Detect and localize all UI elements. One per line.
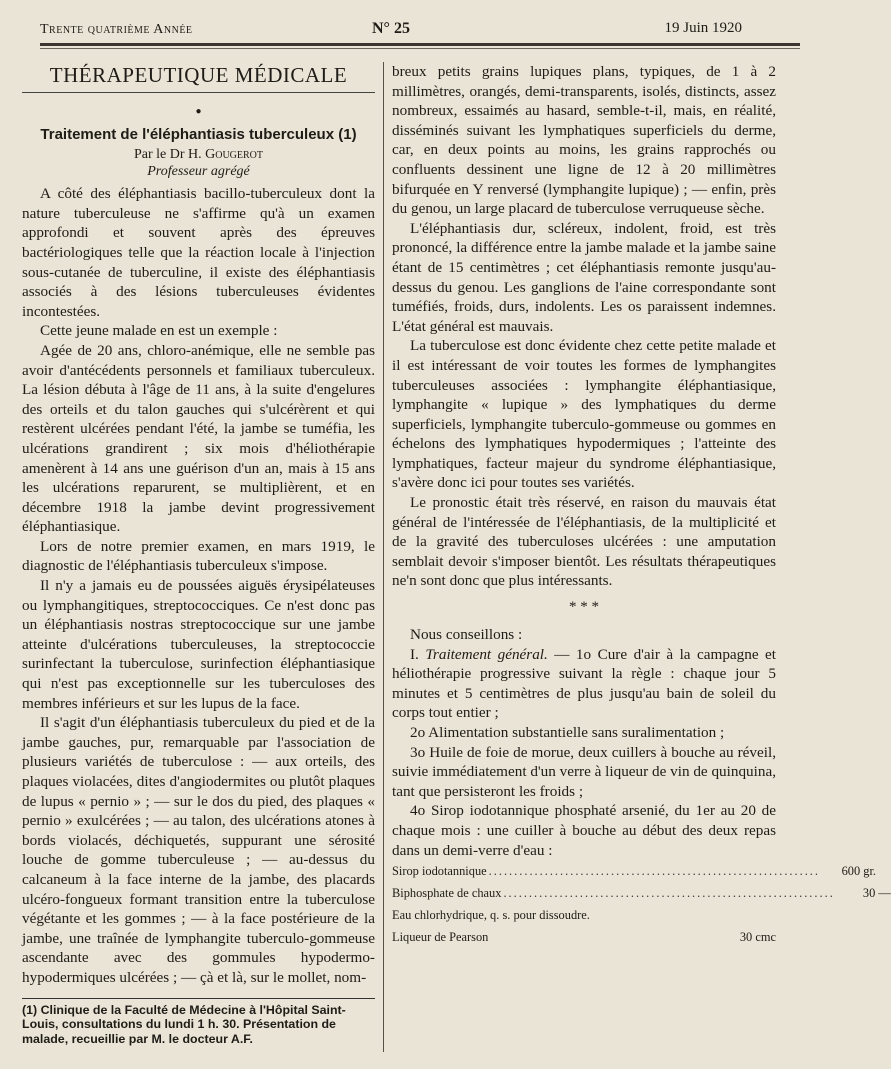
header-issue-number: N° 25 [372, 20, 410, 37]
section-rubric: THÉRAPEUTIQUE MÉDICALE [22, 66, 375, 93]
header-volume: Trente quatrième Année [40, 22, 193, 37]
treatment-text: — 1o Cure d'air à la campagne et héliothérapie progressive suivant la règle : chaque jour 5 minutes et 5 centimètres de plus jusqu'au bain de soleil du corps tout entier ; [392, 645, 777, 722]
prescription-item: Biphosphate de chaux [392, 886, 502, 901]
running-header [40, 20, 742, 42]
prescription-item: Liqueur de Pearson [392, 930, 489, 945]
prescription-item: Eau chlorhydrique, q. s. pour dissoudre. [392, 908, 590, 923]
paragraph: A côté des éléphantiasis bacillo-tuberculeux dont la nature tuberculeuse ne s'affirme qu'à un examen approfondi et souvent après des épreuves bactériologiques telle que la réaction locale à l'injection sous-cutanée de tuberculine, il existe des éléphantiasis associés à des lésions tuberculeuses évidentes incontestées. [22, 185, 375, 320]
footnote: (1) Clinique de la Faculté de Médecine à l'Hôpital Saint-Louis, consultations du lundi 1 h. 30. Présentation de malade, recueillie par M. le docteur A.F. [22, 1002, 346, 1046]
paragraph: Le pronostic était très réservé, en raison du mauvais état général de l'intéressée de l'éléphantiasis, de la multiplicité et de la gravité des tuberculoses ulcérées : une amputation semblait devoir s'imposer bientôt. Les résultats thérapeutiques ne'n sont donc que plus intéressants. [392, 494, 776, 590]
prescription-item: Sirop iodotannique [392, 864, 487, 879]
paragraph: Agée de 20 ans, chloro-anémique, elle ne semble pas avoir d'antécédents personnels et familiaux tuberculeux. La lésion débuta à l'âge de 11 ans, à la suite d'engelures des orteils et du talon gauches qui s'ulcérèrent et qui restèrent ulcérées pendant l'été, la jambe se tuméfia, les ulcérations grandirent ; six mois d'héliothérapie amenèrent à 14 ans une guérison d'un an, mais à 15 ans les ulcérations reparurent, se multiplièrent, et en décembre 1918 la jambe devint progressivement éléphantiasique. [22, 341, 375, 536]
paragraph: Cette jeune malade en est un exemple : [40, 322, 278, 340]
header-rule-thin [40, 48, 800, 49]
paragraph: La tuberculose est donc évidente chez cette petite malade et il est intéressant de voir toutes les formes de lymphangites tuberculeuses associées : lymphangite éléphantiasique, lymphangite « lupique » des lymphatiques du derme superficiels, lymphangite tuberculo-gommeuse ou gommes en échelons des lymphatiques hypodermiques ; l'atteinte des lymphatiques, facteur majeur du syndrome éléphantiasique, s'avère donc ici pour toutes ses variétés. [392, 337, 776, 492]
treatment-item-2: 2o Alimentation substantielle sans suralimentation ; [410, 724, 725, 741]
prescription-row [392, 926, 776, 948]
article-title: Traitement de l'éléphantiasis tuberculeux (1) [40, 125, 357, 143]
prescription-value: 600 gr. [841, 864, 877, 879]
ornament-dot: ● [195, 105, 202, 117]
leader-dots: ................................................................. [488, 864, 821, 879]
left-column [22, 62, 375, 1046]
prescription-list [392, 860, 891, 948]
paragraph: L'éléphantiasis dur, scléreux, indolent, froid, est très prononcé, la différence entre la jambe malade et la jambe saine étant de 15 centimètres ; cet éléphantiasis remonte jusqu'au-dessus du genou. Les ganglions de l'aine correspondante sont tuméfiés, froids, durs, indolents. Les os paraissent indemnes. L'état général est mauvais. [392, 219, 776, 335]
prescription-value: 30 — [862, 886, 891, 901]
header-date: 19 Juin 1920 [664, 20, 742, 36]
byline-prefix: Par le Dr H. [133, 147, 202, 163]
treatment-label: I. [410, 645, 426, 663]
column-divider [383, 62, 384, 1052]
paragraph: Lors de notre premier examen, en mars 1919, le diagnostic de l'éléphantiasis tuberculeux s'impose. [22, 537, 375, 575]
prescription-value: 30 cmc [739, 930, 776, 945]
author-name: Gougerot [205, 147, 264, 163]
paragraph: Il n'y a jamais eu de poussées aiguës érysipélateuses ou lymphangitiques, streptococciques. Ce n'est donc pas un éléphantiasis nostras streptococcique sur une jambe atteinte d'ulcérations tuberculeuses, la streptococcie surinfectant la tuberculose, surinfection éléphantiasique qui n'est pas exceptionnelle sur les tuberculoses des membres inférieurs et sur les lupus de la face. [22, 577, 375, 712]
prescription-row [392, 904, 776, 926]
right-column [392, 62, 891, 948]
prescription-row [392, 860, 877, 882]
header-rule [40, 43, 800, 46]
treatment-item-4: 4o Sirop iodotannique phosphaté arsenié, du 1er au 20 de chaque mois : une cuiller à bouche au début des deux repas dans un demi-verre d'eau : [392, 802, 776, 859]
prescription-row [392, 882, 891, 904]
treatment-item-3: 3o Huile de foie de morue, deux cuillers à bouche au réveil, suivie immédiatement d'un verre à liqueur de vin de quinquina, tant que persisteront les froids ; [392, 743, 777, 800]
section-separator: * * * [569, 599, 599, 616]
footnote-block [22, 998, 375, 1047]
paragraph: Il s'agit d'un éléphantiasis tuberculeux du pied et de la jambe gauches, pur, remarquable par l'association de plusieurs variétés de tuberculose : — aux orteils, des plaques violacées, dites d'angiodermites ou plutôt plaques de lupus « pernio » ; — sur le dos du pied, des plaques « pernio » exulcérées ; — au talon, des ulcérations atones à bords violacés, déchiquetés, suppurant une sérosité louche de gomme tuberculeuse ; — au-dessus du calcaneum à la face interne de la jambe, des placards ulcéro-fongueux formant transition entre la tuberculose végétante et les gommes ; — à la face postérieure de la jambe, une traînée de lymphangite tuberculo-gommeuse ascendante avec des gommules hypodermo-hypodermiques ulcérées ; — çà et là, sur le mollet, nom- [22, 714, 375, 986]
paragraph: breux petits grains lupiques plans, typiques, de 1 à 2 millimètres, orangés, demi-transparents, isolés, distincts, assez nombreux, essaimés au hasard, semble-t-il, mais, en réalité, disséminés suivant les lymphatiques superficiels du derme, car, en deux points au moins, les grains rapprochés ou confluents dessinent une ligne de 12 à 20 millimètres bifurquée en Y renversé (lymphangite lupique) ; — enfin, près du genou, un large placard de tuberculose verruqueuse sèche. [392, 63, 776, 218]
treatment-item-1 [392, 645, 776, 723]
byline [22, 146, 375, 163]
author-role: Professeur agrégé [147, 164, 250, 180]
treatment-title: Traitement général. [425, 645, 548, 663]
conseils-line: Nous conseillons : [410, 626, 523, 644]
leader-dots: ................................................................. [503, 886, 835, 901]
